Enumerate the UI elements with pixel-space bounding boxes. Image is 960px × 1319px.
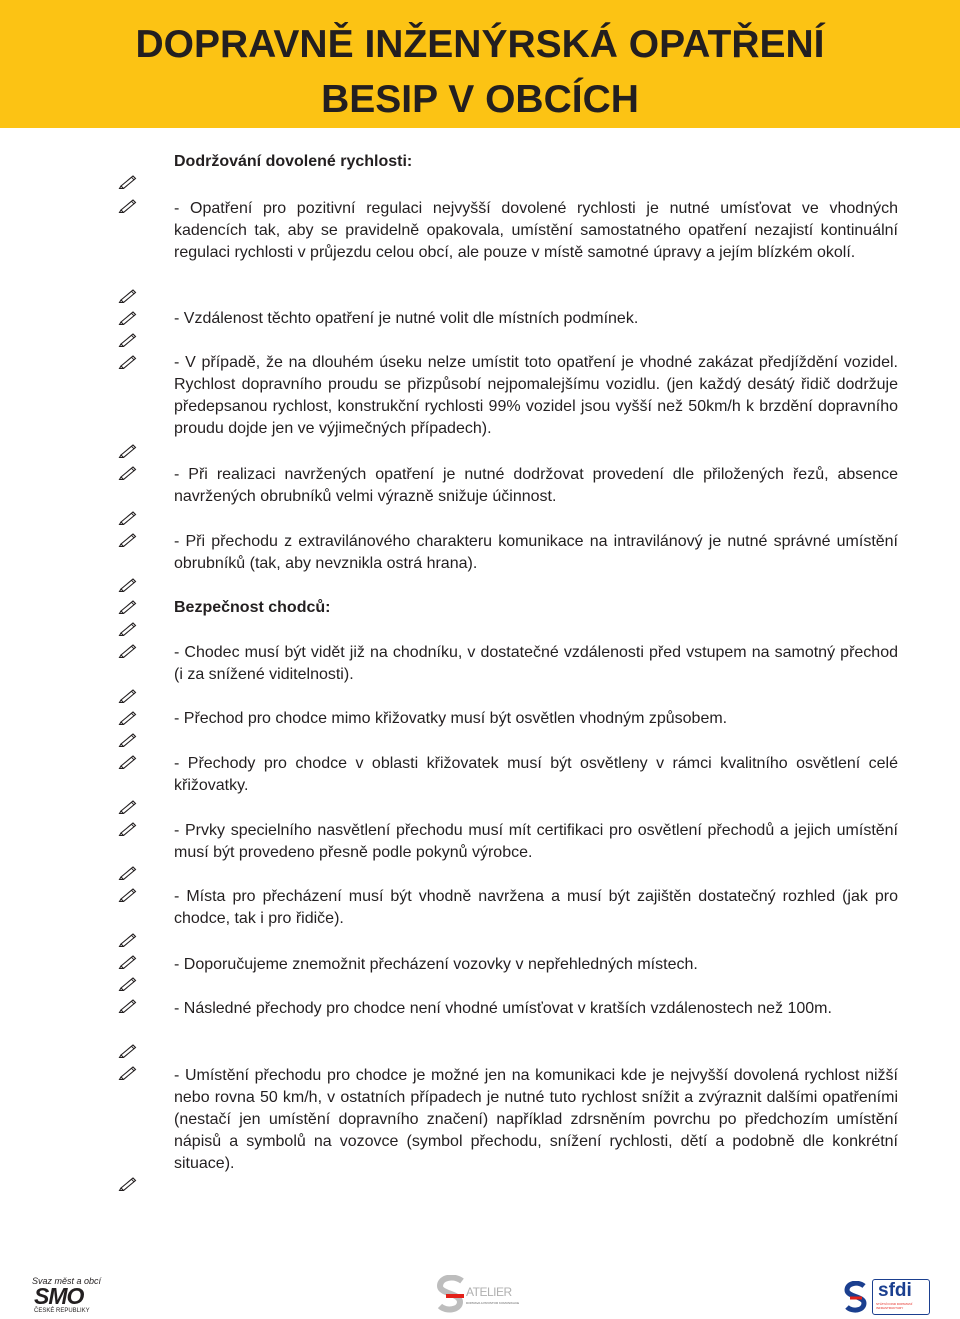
atelier-logo bbox=[436, 1275, 536, 1315]
paragraph: - Opatření pro pozitivní regulaci nejvyšší dovolené rychlosti je nutné umísťovat ve vhodných kadencích tak, aby se pravidelně opakovala, umístění samostatného opatření nezajistí kontinuální regulaci rychlosti v průjezdu celou obcí, ale pouze v místě samotné úpravy a jejím blízkém okolí. bbox=[174, 200, 898, 261]
pencil-icon bbox=[118, 576, 138, 592]
paragraph: - Vzdálenost těchto opatření je nutné volit dle místních podmínek. bbox=[174, 310, 639, 327]
sfdi-box bbox=[872, 1279, 930, 1315]
pencil-icon bbox=[118, 442, 138, 458]
pencil-icon bbox=[118, 620, 138, 636]
pencil-icon bbox=[118, 509, 138, 525]
pencil-icon bbox=[118, 731, 138, 747]
pencil-icon bbox=[118, 687, 138, 703]
pencil-icon bbox=[118, 598, 138, 614]
smo-logo bbox=[30, 1276, 102, 1316]
paragraph: - Následné přechody pro chodce není vhodné umísťovat v kratších vzdálenostech než 100m. bbox=[174, 1000, 832, 1017]
paragraph: - Při realizaci navržených opatření je nutné dodržovat provedení dle přiložených řezů, absence navržených obrubníků velmi výrazně snižuje účinnost. bbox=[174, 466, 898, 505]
pencil-icon bbox=[118, 173, 138, 189]
sfdi-logo bbox=[842, 1278, 932, 1316]
sfdi-emblem-icon bbox=[842, 1281, 870, 1313]
section-heading-pedestrians: Bezpečnost chodců: bbox=[174, 599, 331, 616]
paragraph: - Doporučujeme znemožnit přecházení vozovky v nepřehledných místech. bbox=[174, 956, 698, 973]
sfdi-subtitle: STÁTNÍ FOND DOPRAVNÍ INFRASTRUKTURY bbox=[876, 1302, 913, 1310]
pencil-icon bbox=[118, 1042, 138, 1058]
paragraph: - Při přechodu z extravilánového charakteru komunikace na intravilánový je nutné správné umístění obrubníků (tak, aby nevznikla ostrá hrana). bbox=[174, 533, 898, 572]
page-title-line-1: DOPRAVNĚ INŽENÝRSKÁ OPATŘENÍ bbox=[135, 23, 825, 66]
paragraph: - V případě, že na dlouhém úseku nelze umístit toto opatření je vhodné zakázat předjíždění vozidel. Rychlost dopravního proudu se přizpůsobí nejpomalejšímu vozidlu. (jen každý desátý řidič dodržuje předepsanou rychlost, konstrukční rychlosti 99% vozidel jsou vyšší než 50km/h k brzdění dopravního proudu dojde jen ve výjimečných případech). bbox=[174, 354, 898, 437]
page-title-line-2: BESIP V OBCÍCH bbox=[321, 78, 639, 121]
paragraph: - Místa pro přecházení musí být vhodně navržena a musí být zajištěn dostatečný rozhled (jak pro chodce, tak i pro řidiče). bbox=[174, 888, 898, 927]
paragraph: - Přechod pro chodce mimo křižovatky musí být osvětlen vhodným způsobem. bbox=[174, 710, 728, 727]
pencil-icon bbox=[118, 864, 138, 880]
pencil-icon bbox=[118, 798, 138, 814]
pencil-icon bbox=[118, 975, 138, 991]
smo-name: SMO bbox=[34, 1283, 84, 1309]
paragraph: - Chodec musí být vidět již na chodníku, v dostatečné vzdálenosti před vstupem na samotný přechod (i za snížené viditelnosti). bbox=[174, 644, 898, 683]
paragraph: - Umístění přechodu pro chodce je možné jen na komunikaci kde je nejvyšší dovolená rychlost nižší nebo rovna 50 km/h, v ostatních případech je nutné tuto rychlost snížit a zvýraznit dalšími opatřeními (nestačí jen umístění dopravního značení) například zdrsněním povrchu po předchozím umístění nápisů a symbolů na vozovce (symbol přechodu, snížení rychlosti, dětí a podobně dle konkrétní situace). bbox=[174, 1067, 898, 1172]
header-banner bbox=[0, 0, 960, 128]
pencil-icon bbox=[118, 331, 138, 347]
paragraph: - Prvky specielního nasvětlení přechodu musí mít certifikaci pro osvětlení přechodů a jejich umístění musí být provedeno přesně podle pokynů výrobce. bbox=[174, 822, 898, 861]
atelier-subtitle: DOPRAVA A PROSTOR KOMUNIKACE bbox=[466, 1301, 520, 1305]
sfdi-name: sfdi bbox=[878, 1280, 912, 1301]
atelier-emblem-icon bbox=[436, 1275, 468, 1315]
paragraph: - Přechody pro chodce v oblasti křižovatek musí být osvětleny v rámci kvalitního osvětlení celé křižovatky. bbox=[174, 755, 898, 794]
pencil-icon bbox=[118, 1175, 138, 1191]
section-heading-speed: Dodržování dovolené rychlosti: bbox=[174, 153, 413, 170]
pencil-icon bbox=[118, 287, 138, 303]
smo-tagline: Svaz měst a obcí bbox=[32, 1276, 102, 1286]
smo-country: ČESKÉ REPUBLIKY bbox=[34, 1308, 90, 1314]
atelier-name: ATELIER bbox=[466, 1285, 512, 1299]
pencil-icon bbox=[118, 931, 138, 947]
